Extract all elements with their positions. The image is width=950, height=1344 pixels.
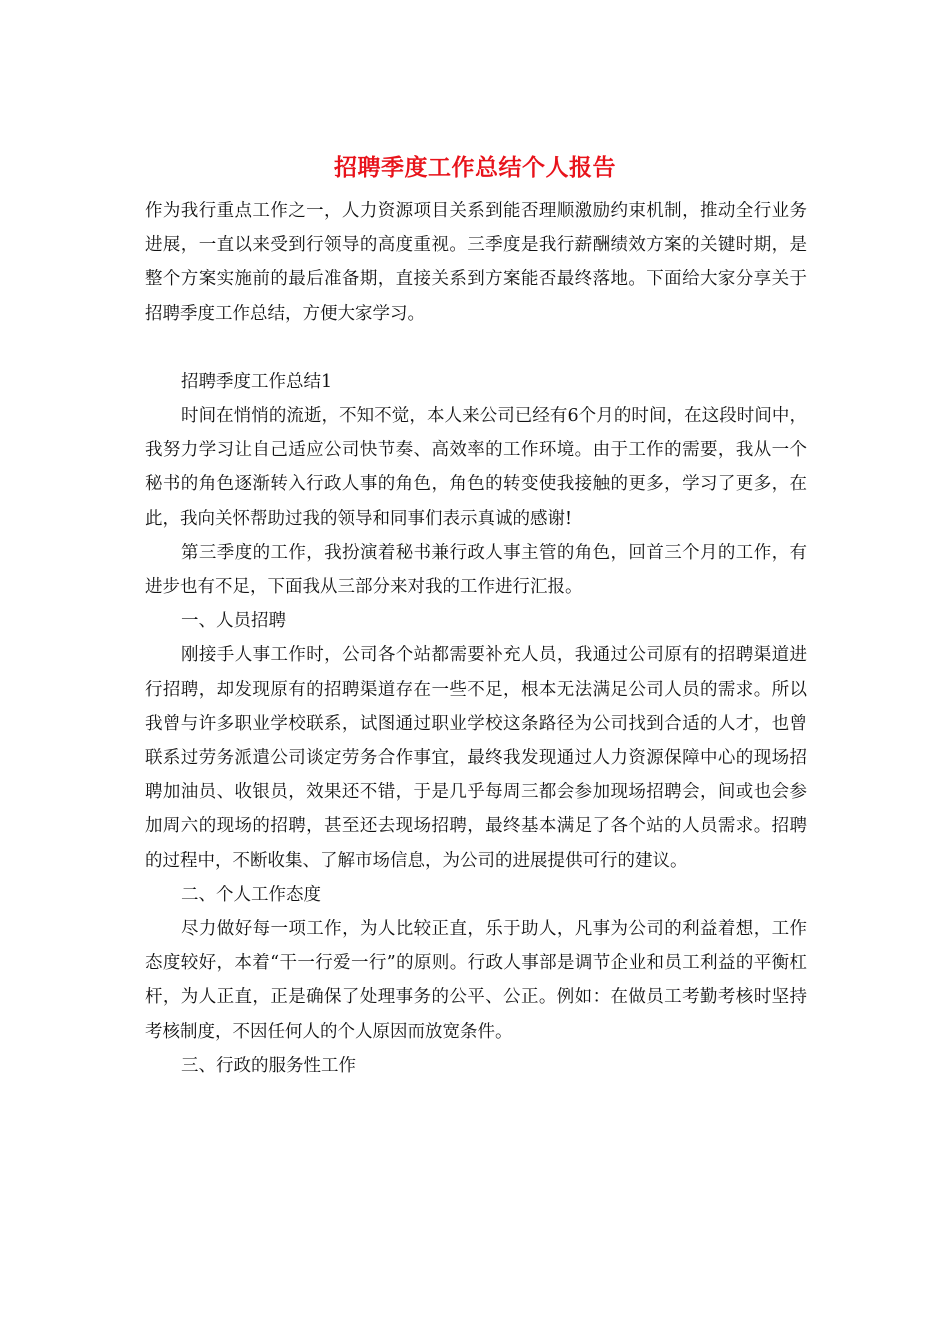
heading-recruitment: 一、人员招聘 — [181, 611, 286, 632]
paragraph-1: 时间在悄悄的流逝，不知不觉，本人来公司已经有6个月的时间，在这段时间中，我努力学习让自己适应公司快节奏、高效率的工作环境。由于工作的需要，我从一个秘书的角色逐渐转入行政人事的角色，角色的转变使我接触的更多，学习了更多，在此，我向关怀帮助过我的领导和同事们表示真诚的感谢! — [145, 406, 807, 529]
paragraph-4: 尽力做好每一项工作，为人比较正直，乐于助人，凡事为公司的利益着想，工作态度较好，本着“干一行爱一行”的原则。行政人事部是调节企业和员工利益的平衡杠杆，为人正直，正是确保了处理事务的公平、公正。例如：在做员工考勤考核时坚持考核制度，不因任何人的个人原因而放宽条件。 — [145, 919, 807, 1042]
heading-service: 三、行政的服务性工作 — [181, 1055, 356, 1076]
paragraph-3: 刚接手人事工作时，公司各个站都需要补充人员，我通过公司原有的招聘渠道进行招聘，却发现原有的招聘渠道存在一些不足，根本无法满足公司人员的需求。所以我曾与许多职业学校联系，试图通过职业学校这条路径为公司找到合适的人才，也曾联系过劳务派遣公司谈定劳务合作事宜，最终我发现通过人力资源保障中心的现场招聘加油员、收银员，效果还不错，于是几乎每周三都会参加现场招聘会，间或也会参加周六的现场的招聘，甚至还去现场招聘，最终基本满足了各个站的人员需求。招聘的过程中，不断收集、了解市场信息，为公司的进展提供可行的建议。 — [145, 645, 807, 871]
heading-attitude: 二、个人工作态度 — [181, 884, 321, 905]
intro-paragraph: 作为我行重点工作之一，人力资源项目关系到能否理顺激励约束机制，推动全行业务进展，一直以来受到行领导的高度重视。三季度是我行薪酬绩效方案的关键时期，是整个方案实施前的最后准备期，直接关系到方案能否最终落地。下面给大家分享关于招聘季度工作总结，方便大家学习。 — [145, 201, 807, 324]
document-body — [145, 194, 807, 1083]
paragraph-2: 第三季度的工作，我扮演着秘书兼行政人事主管的角色，回首三个月的工作，有进步也有不足，下面我从三部分来对我的工作进行汇报。 — [145, 542, 807, 598]
document-title: 招聘季度工作总结个人报告 — [334, 154, 616, 181]
paragraph-spacer — [145, 331, 807, 365]
section-title: 招聘季度工作总结1 — [181, 371, 333, 392]
